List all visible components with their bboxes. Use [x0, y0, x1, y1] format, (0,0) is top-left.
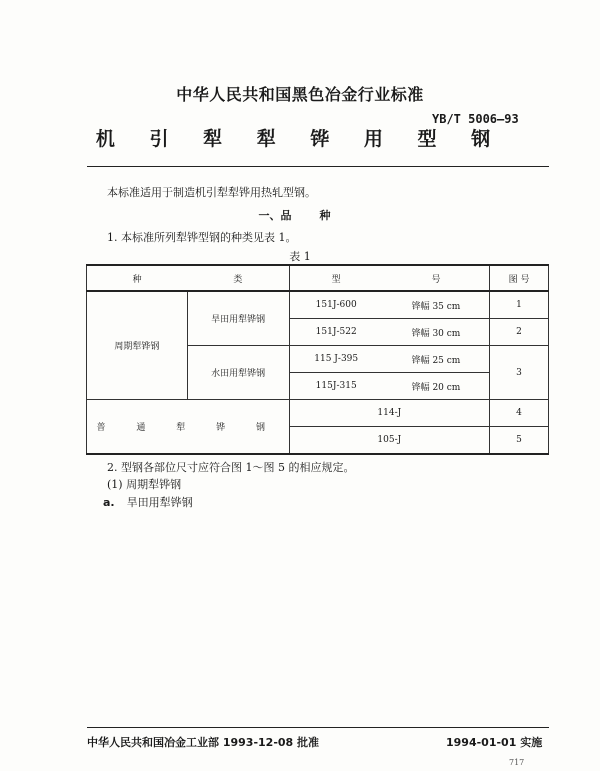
- sub-dry: 旱田用犁铧钢: [187, 291, 289, 346]
- width-cell: 铧幅 30 cm: [383, 319, 490, 346]
- sub-paddy: 水田用犁铧钢: [187, 346, 289, 400]
- approval-line: 中华人民共和国冶金工业部 1993-12-08 批准: [87, 736, 320, 749]
- width-cell: 铧幅 20 cm: [383, 373, 490, 400]
- table-row: [87, 400, 549, 427]
- standard-code: YB/T 5006—93: [432, 112, 519, 126]
- section-number: 一、品: [258, 209, 292, 222]
- clause-1: 1. 本标准所列犁铧型钢的种类见表 1。: [107, 231, 297, 244]
- width-cell: 铧幅 35 cm: [383, 291, 490, 319]
- header-figure: 图 号: [490, 265, 549, 291]
- figure-cell: 1: [490, 291, 549, 319]
- model-cell: 115 J-395: [289, 346, 383, 373]
- subclause-a: [103, 494, 193, 510]
- header-model-2: 号: [383, 265, 490, 291]
- width-cell: 铧幅 25 cm: [383, 346, 490, 373]
- group-ordinary: 普 通 犁 铧 钢: [87, 400, 290, 455]
- model-cell: 114-J: [289, 400, 490, 427]
- figure-cell: 4: [490, 400, 549, 427]
- model-cell: 105-J: [289, 427, 490, 455]
- header-divider: [87, 166, 549, 167]
- effective-date: 1994-01-01 实施: [446, 736, 543, 749]
- header-model-1: 型: [289, 265, 383, 291]
- document-title: 机 引 犁 犁 铧 用 型 钢: [95, 128, 505, 150]
- scope-paragraph: 本标准适用于制造机引犁犁铧用热轧型钢。: [107, 186, 316, 199]
- figure-cell: 3: [490, 346, 549, 400]
- table-row: [87, 291, 549, 319]
- subclause-a-text: 旱田用犁铧钢: [126, 496, 193, 509]
- model-cell: 151J-600: [289, 291, 383, 319]
- table-header-row: [87, 265, 549, 291]
- footer-divider: [87, 727, 549, 728]
- issuing-organization: 中华人民共和国黑色冶金行业标准: [176, 85, 424, 104]
- subclause-1: (1) 周期犁铧钢: [107, 478, 182, 491]
- page-number: 717: [509, 758, 525, 767]
- subclause-a-label: a.: [103, 496, 115, 509]
- header-kind-1: 种: [87, 265, 188, 291]
- group-periodic: 周期犁铧钢: [87, 291, 188, 400]
- clause-2: 2. 型钢各部位尺寸应符合图 1～图 5 的相应规定。: [107, 461, 355, 474]
- figure-cell: 2: [490, 319, 549, 346]
- model-cell: 115J-315: [289, 373, 383, 400]
- types-table: [86, 264, 549, 455]
- figure-cell: 5: [490, 427, 549, 455]
- section-name: 种: [319, 209, 331, 222]
- model-cell: 151J-522: [289, 319, 383, 346]
- section-heading: [0, 207, 600, 223]
- header-kind-2: 类: [187, 265, 289, 291]
- table-caption: 表 1: [289, 250, 311, 263]
